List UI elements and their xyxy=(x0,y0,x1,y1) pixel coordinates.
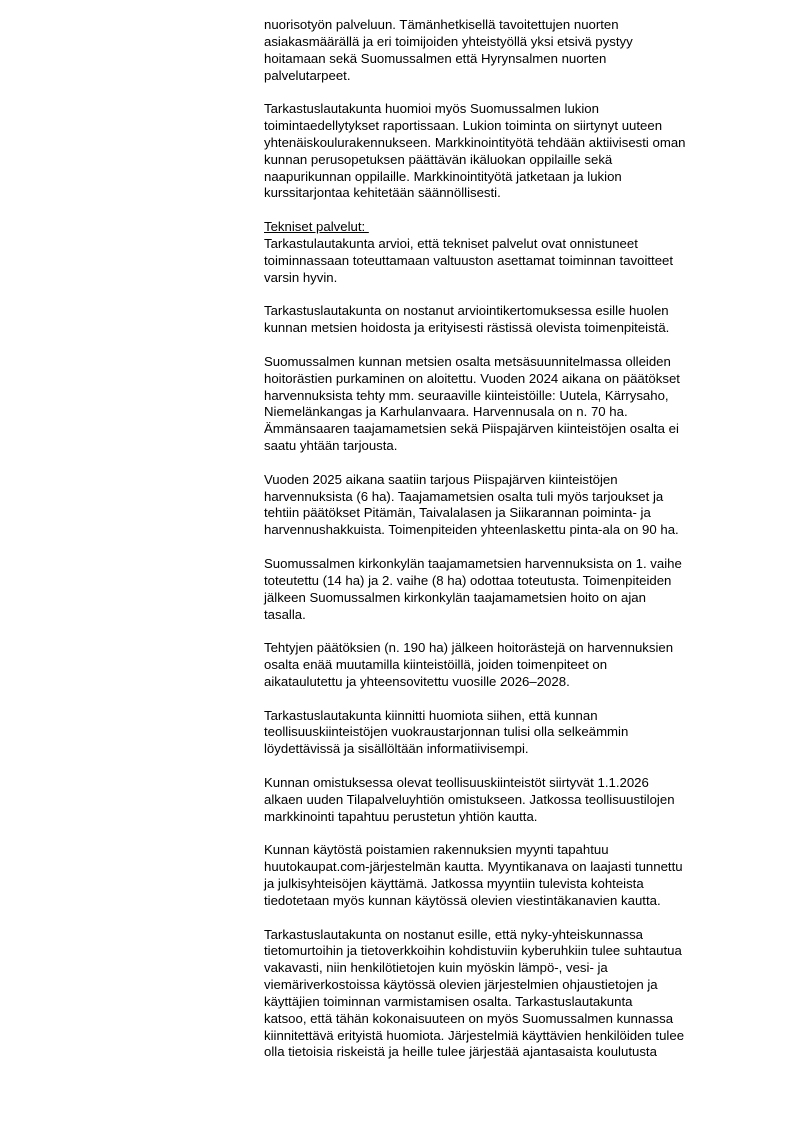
text-line: Tarkastuslautakunta huomioi myös Suomussalmen lukion xyxy=(264,101,599,117)
paragraph-youth-services xyxy=(264,17,744,84)
paragraph-spacer xyxy=(264,910,744,927)
paragraph-spacer xyxy=(264,758,744,775)
text-line: Kunnan omistuksessa olevat teollisuuskiinteistöt siirtyvät 1.1.2026 xyxy=(264,774,649,790)
text-line: toteutettu (14 ha) ja 2. vaihe (8 ha) odottaa toteutusta. Toimenpiteiden xyxy=(264,572,672,588)
text-line: Tarkastuslautakunta kiinnitti huomiota siihen, että kunnan xyxy=(264,707,598,723)
text-line: Ämmänsaaren taajamametsien sekä Piispajärven kiinteistöjen osalta ei xyxy=(264,421,679,437)
paragraph-forest-thinning-2024 xyxy=(264,354,744,455)
text-line: kunnan metsien hoidosta ja erityisesti rästissä olevista toimenpiteistä. xyxy=(264,320,670,336)
text-line: viemäriverkostoissa käytössä olevien järjestelmien ohjaustietojen ja xyxy=(264,977,658,993)
text-line: olla tietoisia riskeistä ja heille tulee järjestää ajantasaista koulutusta xyxy=(264,1044,657,1060)
paragraph-building-sales xyxy=(264,842,744,909)
text-line: harvennuksista tehty mm. seuraaville kiinteistöille: Uutela, Kärrysaho, xyxy=(264,387,669,403)
paragraph-remaining-backlog xyxy=(264,640,744,691)
paragraph-kirkonkyla-forests xyxy=(264,556,744,623)
text-line: markkinointi tapahtuu perustetun yhtiön kautta. xyxy=(264,808,538,824)
paragraph-spacer xyxy=(264,202,744,219)
paragraph-spacer xyxy=(264,539,744,556)
text-line: vakavasti, niin henkilötietojen kuin myöskin lämpö-, vesi- ja xyxy=(264,960,608,976)
text-line: nuorisotyön palveluun. Tämänhetkisellä tavoitettujen nuorten xyxy=(264,17,619,32)
text-line: Tarkastulautakunta arvioi, että tekniset palvelut ovat onnistuneet xyxy=(264,235,638,251)
text-line: käyttäjien toiminnan varmistamisen osalta. Tarkastuslautakunta xyxy=(264,993,633,1009)
paragraph-forest-2025 xyxy=(264,472,744,539)
text-line: toiminnassaan toteuttamaan valtuuston asettamat toiminnan tavoitteet xyxy=(264,252,674,268)
paragraph-spacer xyxy=(264,287,744,304)
text-line: harvennuksista (6 ha). Taajamametsien osalta tuli myös tarjoukset ja xyxy=(264,488,664,504)
paragraph-spacer xyxy=(264,691,744,708)
text-line: naapurikunnan oppilaille. Markkinointityötä jatketaan ja lukion xyxy=(264,168,622,184)
text-line: Suomussalmen kirkonkylän taajamametsien harvennuksista on 1. vaihe xyxy=(264,556,682,571)
document-page xyxy=(264,17,744,1061)
text-line: tasalla. xyxy=(264,606,306,622)
text-line: asiakasmäärällä ja eri toimijoiden yhteistyöllä yksi etsivä pystyy xyxy=(264,33,633,49)
text-line: Tehtyjen päätöksien (n. 190 ha) jälkeen hoitorästejä on harvennuksien xyxy=(264,640,674,656)
text-line: Tarkastuslautakunta on nostanut arviointikertomuksessa esille huolen xyxy=(264,303,669,319)
text-line: Suomussalmen kunnan metsien osalta metsäsuunnitelmassa olleiden xyxy=(264,353,671,369)
paragraph-spacer xyxy=(264,84,744,101)
text-line: harvennushakkuista. Toimenpiteiden yhteenlaskettu pinta-ala on 90 ha. xyxy=(264,522,679,538)
text-line: kiinnitettävä erityistä huomiota. Järjestelmiä käyttävien henkilöiden tulee xyxy=(264,1027,685,1043)
text-line: saatu yhtään tarjousta. xyxy=(264,438,398,454)
paragraph-forest-concern xyxy=(264,303,744,337)
paragraph-industrial-rental xyxy=(264,708,744,759)
paragraph-spacer xyxy=(264,455,744,472)
section-heading: Tekniset palvelut: xyxy=(264,219,369,235)
text-line: aikataulutettu ja yhteensovitettu vuosille 2026–2028. xyxy=(264,673,570,689)
text-line: osalta enää muutamilla kiinteistöillä, joiden toimenpiteet on xyxy=(264,657,608,673)
text-line: huutokaupat.com-järjestelmän kautta. Myyntikanava on laajasti tunnettu xyxy=(264,859,683,875)
text-line: Kunnan käytöstä poistamien rakennuksien myynti tapahtuu xyxy=(264,842,609,858)
paragraph-technical-services xyxy=(264,219,744,286)
text-line: Vuoden 2025 aikana saatiin tarjous Piispajärven kiinteistöjen xyxy=(264,471,618,487)
text-line: tehtiin päätökset Pitämän, Taivalalasen ja Siikarannan poiminta- ja xyxy=(264,505,651,521)
text-line: hoitorästien purkaminen on aloitettu. Vuoden 2024 aikana on päätökset xyxy=(264,370,680,386)
paragraph-cyber-security xyxy=(264,927,744,1062)
text-line: löydettävissä ja sisällöltään informatiivisempi. xyxy=(264,741,529,757)
text-line: tiedotetaan myös kunnan käytössä olevien viestintäkanavien kautta. xyxy=(264,892,661,908)
paragraph-spacer xyxy=(264,623,744,640)
text-line: Tarkastuslautakunta on nostanut esille, että nyky-yhteiskunnassa xyxy=(264,926,643,942)
text-line: katsoo, että tähän kokonaisuuteen on myös Suomussalmen kunnassa xyxy=(264,1010,674,1026)
text-line: hoitamaan sekä Suomussalmen että Hyrynsalmen nuorten xyxy=(264,50,607,66)
text-line: kunnan perusopetuksen päättävän ikäluokan oppilaille sekä xyxy=(264,151,613,167)
text-line: palvelutarpeet. xyxy=(264,67,351,83)
text-line: ja julkisyhteisöjen käyttämä. Jatkossa myyntiin tulevista kohteista xyxy=(264,876,644,892)
paragraph-spacer xyxy=(264,826,744,843)
text-line: varsin hyvin. xyxy=(264,269,338,285)
text-line: yhtenäiskoulurakennukseen. Markkinointityötä tehdään aktiivisesti oman xyxy=(264,134,686,150)
paragraph-high-school xyxy=(264,101,744,202)
text-line: Niemelänkangas ja Karhulanvaara. Harvennusala on n. 70 ha. xyxy=(264,404,628,420)
text-line: kurssitarjontaa kehitetään säännöllisesti. xyxy=(264,185,501,201)
paragraph-industrial-transfer xyxy=(264,775,744,826)
text-line: alkaen uuden Tilapalveluyhtiön omistukseen. Jatkossa teollisuustilojen xyxy=(264,791,675,807)
paragraph-spacer xyxy=(264,337,744,354)
text-line: teollisuuskiinteistöjen vuokraustarjonnan tulisi olla selkeämmin xyxy=(264,724,629,740)
text-line: jälkeen Suomussalmen kirkonkylän taajamametsien hoito on ajan xyxy=(264,589,646,605)
text-line: tietomurtoihin ja tietoverkkoihin kohdistuviin kyberuhkiin tulee suhtautua xyxy=(264,943,682,959)
text-line: toimintaedellytykset raportissaan. Lukion toiminta on siirtynyt uuteen xyxy=(264,118,663,134)
